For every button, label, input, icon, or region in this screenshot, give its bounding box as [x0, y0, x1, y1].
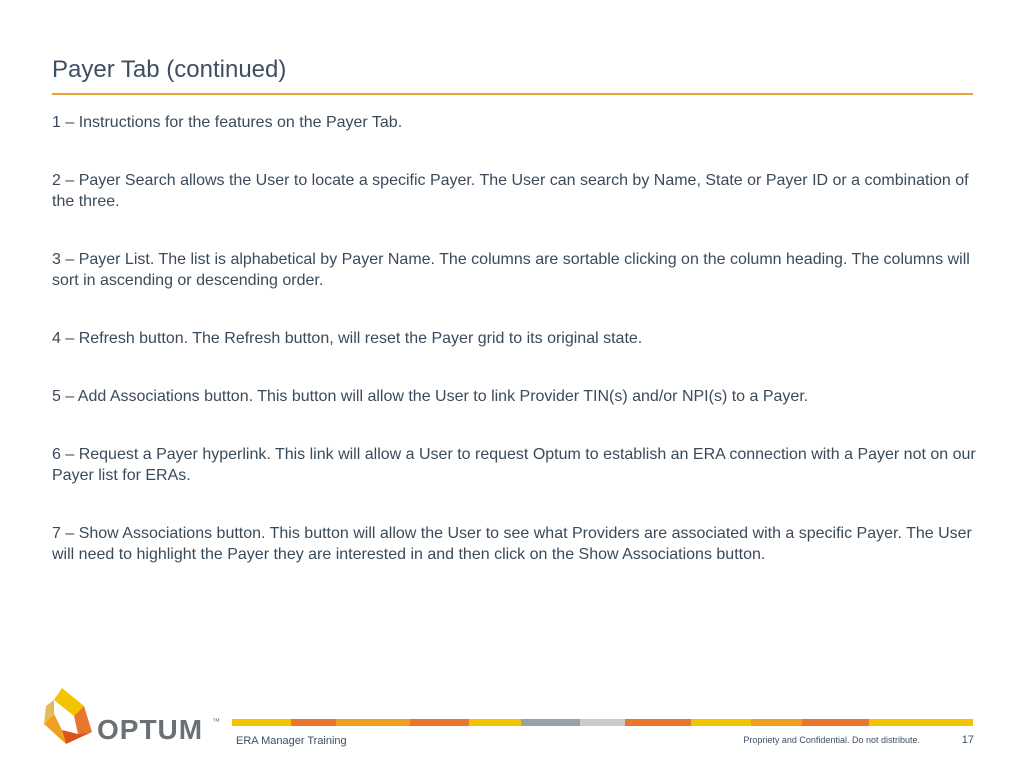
slide-title: Payer Tab (continued) [52, 56, 287, 83]
footer-color-band [232, 719, 973, 726]
instruction-item-3: 3 – Payer List. The list is alphabetical by Payer Name. The columns are sortable clicking on the column heading. The columns will sort in ascending or descending order. [52, 251, 970, 289]
instruction-item-1: 1 – Instructions for the features on the Payer Tab. [52, 114, 403, 131]
footer-confidential: Propriety and Confidential. Do not distribute. [743, 735, 920, 745]
instruction-item-2: 2 – Payer Search allows the User to locate a specific Payer. The User can search by Name, State or Payer ID or a combination of the three. [52, 172, 969, 210]
instruction-item-7: 7 – Show Associations button. This button will allow the User to see what Providers are associated with a specific Payer. The User will need to highlight the Payer they are interested in and then click on the Show Associations button. [52, 525, 972, 563]
page-number: 17 [961, 734, 974, 746]
brand-wordmark: OPTUM [97, 714, 204, 745]
footer-course-name: ERA Manager Training [236, 735, 347, 747]
title-divider [52, 93, 973, 95]
trademark-symbol: ™ [212, 717, 220, 726]
instruction-list [52, 112, 982, 602]
instruction-item-4: 4 – Refresh button. The Refresh button, will reset the Payer grid to its original state. [52, 330, 643, 347]
instruction-item-6: 6 – Request a Payer hyperlink. This link will allow a User to request Optum to establish an ERA connection with a Payer not on our Payer list for ERAs. [52, 446, 976, 484]
instruction-item-5: 5 – Add Associations button. This button will allow the User to link Provider TIN(s) and/or NPI(s) to a Payer. [52, 388, 809, 405]
